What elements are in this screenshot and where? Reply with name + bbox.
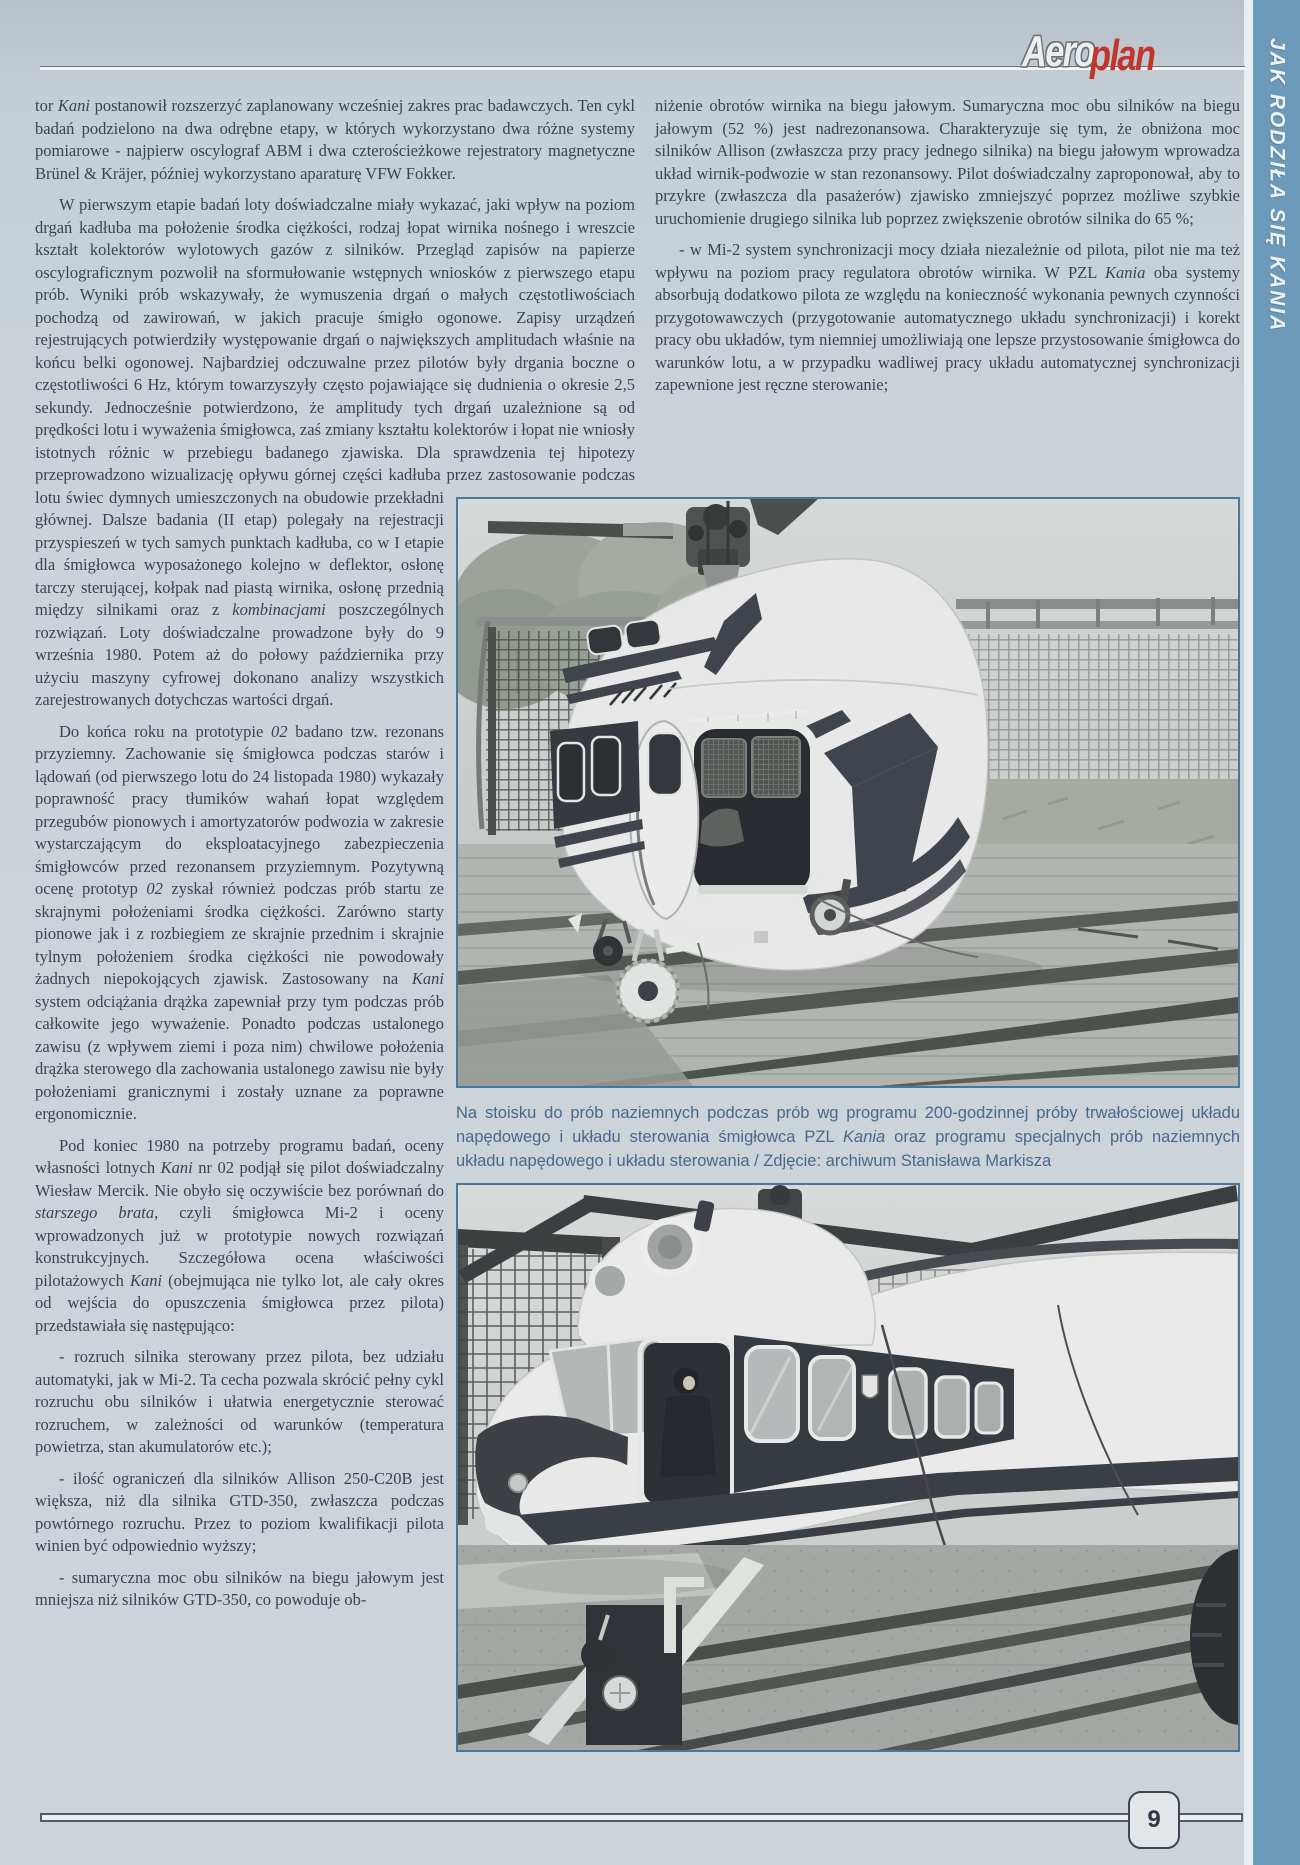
- footer-rule: [40, 1813, 1243, 1822]
- magazine-logo: [1022, 27, 1155, 80]
- article-paragraph: - w Mi-2 system synchronizacji mocy działa niezależnie od pilota, pilot nie ma też wpływu na poziom pracy regulatora obrotów wirnika. W PZL Kania oba systemy absorbują dodatkowo pilota ze względu na konieczność wykonania pewnych czynności przygotowawczych (przygotowanie automatycznego układu synchronizacji) i korekt pracy obu układów, tym niemniej umożliwiają one lepsze przystosowanie śmigłowca do warunków lotu, a w przypadku wadliwej pracy układu automatycznej synchronizacji zapewnione jest ręczne sterowanie;: [655, 240, 1240, 394]
- article-paragraph: W pierwszym etapie badań loty doświadczalne miały wykazać, jaki wpływ na poziom drgań kadłuba ma położenie środka ciężkości, rodzaj łopat wirnika nośnego i wreszcie kształt kolektorów wylotowych gazów z silników. Przegląd zapisów na papierze oscylograficznym pozwolił na sformułowanie wstępnych wniosków z pierwszego etapu prób. Wyniki prób wskazywały, że wymuszenia drgań o małych częstotliwościach pochodzą od zawirowań, w jakich pracuje śmigło ogonowe. Zapisy urządzeń rejestrujących potwierdziły występowanie drgań o największych amplitudach właśnie na końcu belki ogonowej. Najbardziej odczuwalne przez pilotów były drgania boczne o częstotliwości 6 Hz, którym towarzyszyły często pojawiające się dudnienia o okresie 2,5 sekundy. Jednocześnie potwierdzono, że amplitudy tych drgań uzależnione są od prędkości lotu i wyważenia śmigłowca, zaś zmiany kształtu kolektorów i łopat nie wniosły istotnych różnic w przebiegu badanego zjawiska. Dla sprawdzenia tej hipotezy przeprowadzono wizualizację opływu górnej części kadłuba przez zastosowanie podczas lotu świec dymnych umieszczonych na obudowie przekładni głównej. Dalsze badania (II etap) polegały na rejestracji przyspieszeń w tych samych punktach kadłuba, co w I etapie dla śmigłowca wyposażonego kolejno w deflektor, osłonę tarczy sterującej, kołpak nad piastą wirnika, osłonę przednią między silnikami oraz z kombinacjami poszczególnych rozwiązań. Loty doświadczalne prowadzone były do 9 września 1980. Potem aż do połowy października przy użyciu maszyny cyfrowej dokonano analizy wszystkich zarejestrowanych dotychczas wartości drgań.: [35, 195, 635, 709]
- logo-text-plan: plan: [1090, 31, 1155, 80]
- photo-helicopter-rear-test-stand: [456, 497, 1240, 1088]
- section-title-vertical: JAK RODZIŁA SIĘ KANIA: [1265, 38, 1289, 333]
- article-paragraph: Pod koniec 1980 na potrzeby programu badań, oceny własności lotnych Kani nr 02 podjął się pilot doświadczalny Wiesław Mercik. Nie obyło się oczywiście bez porównań do starszego brata, czyli śmigłowca Mi-2 i oceny wprowadzonych już w prototypie nowych rozwiązań konstrukcyjnych. Szczegółowa ocena właściwości pilotażowych Kani (obejmująca nie tylko lot, ale cały okres od wejścia do opuszczenia śmigłowca przez pilota) przedstawiała się następująco:: [35, 1135, 445, 1335]
- article-paragraph: tor Kani postanowił rozszerzyć zaplanowany wcześniej zakres prac badawczych. Ten cykl badań podzielono na dwa odrębne etapy, w których wykorzystano dwa różne systemy pomiarowe - najpierw oscylograf ABM i dwa czterościeżkowe rejestratory magnetyczne Brünel & Kräjer, później wykorzystano aparaturę VFW Fokker.: [35, 96, 635, 183]
- article-paragraph: - ilość ograniczeń dla silników Allison 250-C20B jest większa, niż dla silnika GTD-350, zwłaszcza podczas powtórnego rozruchu. Przez to poziom kwalifikacji pilota winien być odpowiednio wyższy;: [35, 1468, 444, 1555]
- page-edge-strip: [1244, 0, 1253, 1865]
- sidebar-band: [1253, 0, 1300, 1865]
- page-number-badge: [1128, 1791, 1180, 1849]
- photo-helicopter-side-test-stand: [456, 1183, 1240, 1752]
- article-paragraph: niżenie obrotów wirnika na biegu jałowym. Sumaryczna moc obu silników na biegu jałowym (52 %) jest nadrezonansowa. Charakteryzuje się tym, że obniżona moc silników Allison (zwłaszcza przy pracy jednego silnika) na biegu jałowym wprowadza układ wirnik-podwozie w stan rezonansowy. Pilot doświadczalny zaproponował, aby to przykre (zwłaszcza dla pasażerów) zjawisko zmniejszyć poprzez możliwe szybkie uruchomienie drugiego silnika lub poprzez zwiększenie obrotów silnika do 65 %;: [655, 96, 1240, 228]
- photo-block: [456, 497, 1240, 1752]
- article-paragraph: Do końca roku na prototypie 02 badano tzw. rezonans przyziemny. Zachowanie się śmigłowca podczas starów i lądowań (od pierwszego lotu do 24 listopada 1980) wykazały poprawność pracy tłumików wahań łopat względem przegubów pionowych i amortyzatorów podwozia w zakresie wystarczającym do eksploatacyjnego zabezpieczenia śmigłowców przed rezonansem przyziemnym. Pozytywną ocenę prototyp 02 zyskał również podczas prób startu ze skrajnymi położeniami środka ciężkości. Zarówno starty pionowe jak i z rozbiegiem ze skrajnie przednim i skrajnie tylnym położeniem środka ciężkości nie powodowały żadnych niepokojących zjawisk. Zastosowany na Kani system odciążania drążka zapewniał przy tym podczas prób całkowite jego wyważenie. Ponadto podczas ustalonego zawisu (z wpływem ziemi i poza nim) chwilowe położenia drążka sterowego dla zachowania ustalonego zawisu nie były położeniami granicznymi i zostały uznane za poprawne ergonomicznie.: [35, 721, 444, 1123]
- article-paragraph: - sumaryczna moc obu silników na biegu jałowym jest mniejsza niż silników GTD-350, co powoduje ob-: [35, 1567, 444, 1609]
- helicopter-rear-illustration: [458, 499, 1238, 1086]
- article-paragraph: - rozruch silnika sterowany przez pilota, bez udziału automatyki, jak w Mi-2. Ta cecha pozwala skrócić pełny cykl rozruchu obu silników i ułatwia energetycznie sterować rozruchem, w zależności od warunków (temperatura powietrza, stan akumulatorów etc.);: [35, 1347, 444, 1456]
- right-column: [635, 95, 1240, 489]
- helicopter-side-illustration: [458, 1185, 1238, 1750]
- page-number: 9: [1147, 1806, 1161, 1833]
- article-body: [35, 95, 1240, 1752]
- logo-text-aero: Aero: [1022, 27, 1094, 76]
- photo-caption: Na stoisku do prób naziemnych podczas prób wg programu 200-godzinnej próby trwałościowej układu napędowego i układu sterowania śmigłowca PZL Kania oraz programu specjalnych prób naziemnych układu napędowego i układu sterowania / Zdjęcie: archiwum Stanisława Markisza: [456, 1104, 1241, 1170]
